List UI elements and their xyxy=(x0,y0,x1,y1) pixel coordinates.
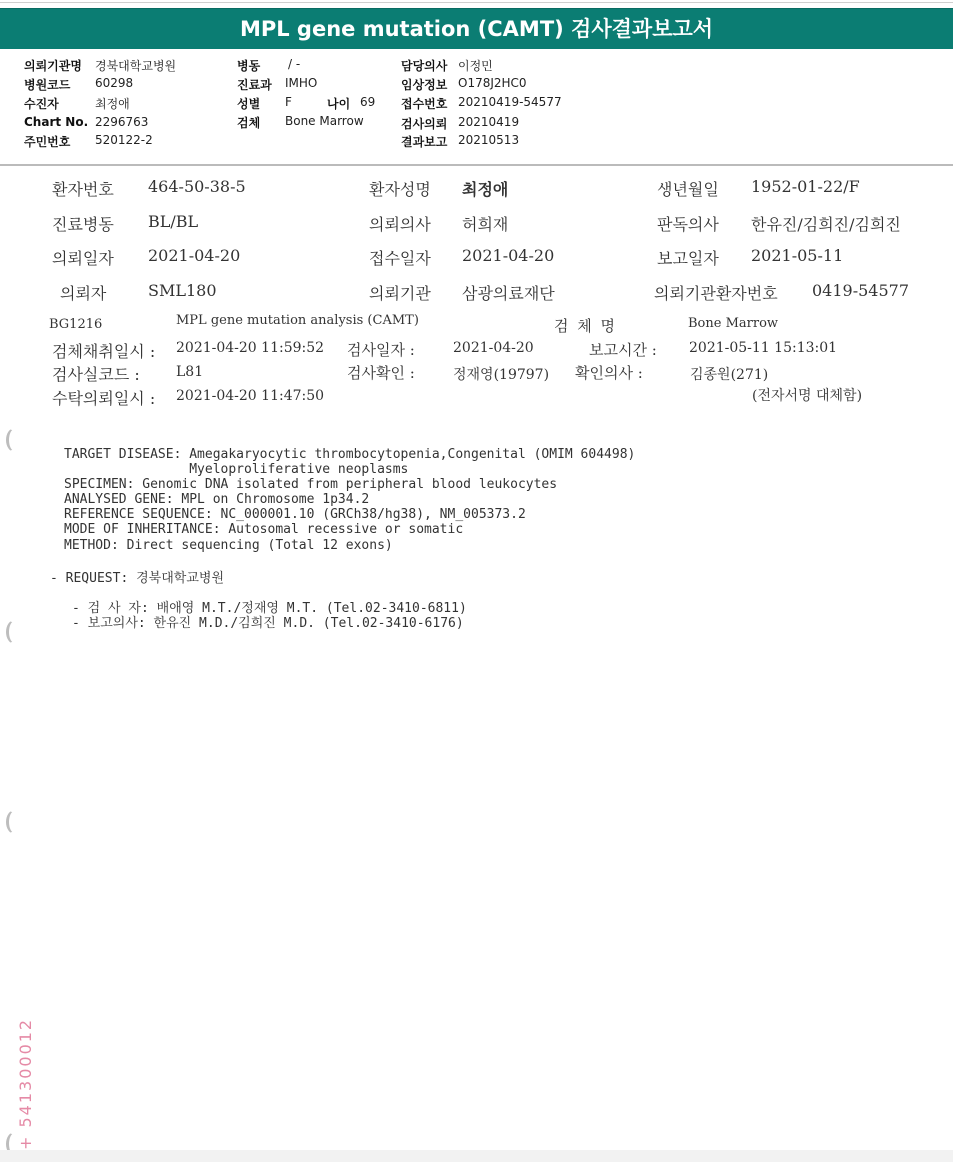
test-label: 보고시간 : xyxy=(589,341,657,359)
header-value: 20210419-54577 xyxy=(458,95,562,109)
header-label: 임상정보 xyxy=(401,78,448,92)
header-value: 20210513 xyxy=(458,133,520,147)
test-value: 2021-04-20 11:47:50 xyxy=(176,388,325,404)
header-value: 최정애 xyxy=(95,97,130,111)
info-label: 생년월일 xyxy=(657,180,719,199)
specimen-label: 검 체 명 xyxy=(554,317,618,335)
e-signature-note: (전자서명 대체함) xyxy=(752,388,863,404)
header-value: 2296763 xyxy=(95,115,149,129)
age-value: 69 xyxy=(360,95,376,109)
body-line: ANALYSED GENE: MPL on Chromosome 1p34.2 xyxy=(64,492,370,507)
test-code: BG1216 xyxy=(49,317,103,332)
test-label: 검사일자 : xyxy=(347,341,415,359)
header-value: F xyxy=(285,95,292,109)
header-label: 결과보고 xyxy=(401,135,448,149)
body-line: TARGET DISEASE: Amegakaryocytic thrombocytopenia,Congenital (OMIM 604498) xyxy=(64,447,636,462)
specimen-value: Bone Marrow xyxy=(688,316,779,331)
body-line: REFERENCE SEQUENCE: NC_000001.10 (GRCh38/hg38), NM_005373.2 xyxy=(64,507,526,522)
info-label: 접수일자 xyxy=(369,249,431,268)
header-value: 경북대학교병원 xyxy=(95,59,177,73)
report-title: MPL gene mutation (CAMT) 검사결과보고서 xyxy=(239,17,714,41)
header-label: 병원코드 xyxy=(24,78,71,92)
info-label: 보고일자 xyxy=(657,249,719,268)
test-name: MPL gene mutation analysis (CAMT) xyxy=(176,313,419,328)
info-label: 환자성명 xyxy=(369,180,431,199)
body-line: METHOD: Direct sequencing (Total 12 exons) xyxy=(64,538,393,553)
test-value: L81 xyxy=(176,364,204,380)
info-label: 의뢰자 xyxy=(60,284,107,303)
test-value: 2021-05-11 15:13:01 xyxy=(689,340,838,356)
header-label: 접수번호 xyxy=(401,97,448,111)
header-value: O178J2HC0 xyxy=(458,76,527,90)
info-value: SML180 xyxy=(148,281,217,300)
test-label: 수탁의뢰일시 : xyxy=(52,389,156,408)
test-label: 확인의사 : xyxy=(575,364,643,382)
test-label: 검체채취일시 : xyxy=(52,342,156,361)
document-stamp: + 541300012 xyxy=(16,1017,35,1150)
info-value: 허희재 xyxy=(462,215,509,234)
header-value: IMHO xyxy=(285,76,318,90)
info-value: 1952-01-22/F xyxy=(751,177,860,196)
info-label: 환자번호 xyxy=(52,180,114,199)
age-label: 나이 xyxy=(327,97,351,111)
request-line: - REQUEST: 경북대학교병원 xyxy=(50,571,224,586)
header-label: 의뢰기관명 xyxy=(24,59,82,73)
info-value: 한유진/김희진/김희진 xyxy=(751,215,901,234)
info-label: 의뢰기관환자번호 xyxy=(654,284,778,303)
info-value: 464-50-38-5 xyxy=(148,177,246,196)
info-value: 2021-04-20 xyxy=(148,246,241,265)
header-value: 20210419 xyxy=(458,115,520,129)
header-value: 이정민 xyxy=(458,59,493,73)
info-label: 의뢰일자 xyxy=(52,249,114,268)
header-label: 검사의뢰 xyxy=(401,117,448,131)
test-value: 김종원(271) xyxy=(690,367,769,383)
test-label: 검사확인 : xyxy=(347,364,415,382)
info-label: 진료병동 xyxy=(52,215,114,234)
body-line: MODE OF INHERITANCE: Autosomal recessive or somatic xyxy=(64,522,464,537)
header-label: 진료과 xyxy=(237,78,272,92)
header-value: Bone Marrow xyxy=(285,114,364,128)
staff-line: - 검 사 자: 배애영 M.T./정재영 M.T. (Tel.02-3410-6811) xyxy=(72,601,467,616)
header-label: 담당의사 xyxy=(401,59,448,73)
header-value: 520122-2 xyxy=(95,133,153,147)
header-value: 60298 xyxy=(95,76,134,90)
info-label: 판독의사 xyxy=(657,215,719,234)
title-bar xyxy=(0,8,953,50)
test-value: 2021-04-20 xyxy=(453,340,534,356)
staff-line: - 보고의사: 한유진 M.D./김희진 M.D. (Tel.02-3410-6176) xyxy=(72,616,464,631)
header-value: / - xyxy=(288,57,301,71)
punch-hole-mark xyxy=(6,620,23,644)
body-line: Myeloproliferative neoplasms xyxy=(64,462,409,477)
info-value: 2021-04-20 xyxy=(462,246,555,265)
header-label: 수진자 xyxy=(24,97,59,111)
header-info-box xyxy=(0,49,953,166)
info-value: 0419-54577 xyxy=(812,281,910,300)
header-label: 병동 xyxy=(237,59,261,73)
body-line: SPECIMEN: Genomic DNA isolated from peripheral blood leukocytes xyxy=(64,477,558,492)
header-label: 주민번호 xyxy=(24,135,71,149)
punch-hole-mark xyxy=(6,428,23,452)
info-value: 2021-05-11 xyxy=(751,246,844,265)
info-label: 의뢰의사 xyxy=(369,215,431,234)
info-value: 삼광의료재단 xyxy=(462,284,555,303)
info-label: 의뢰기관 xyxy=(369,284,431,303)
test-value: 정재영(19797) xyxy=(453,367,550,383)
punch-hole-mark xyxy=(6,810,23,834)
header-label: 성별 xyxy=(237,97,261,111)
info-value: BL/BL xyxy=(148,212,199,231)
top-divider xyxy=(0,2,953,3)
patient-name: 최정애 xyxy=(462,180,509,199)
test-label: 검사실코드 : xyxy=(52,365,140,384)
header-label: Chart No. xyxy=(24,115,89,129)
test-value: 2021-04-20 11:59:52 xyxy=(176,340,325,356)
header-label: 검체 xyxy=(237,116,261,130)
